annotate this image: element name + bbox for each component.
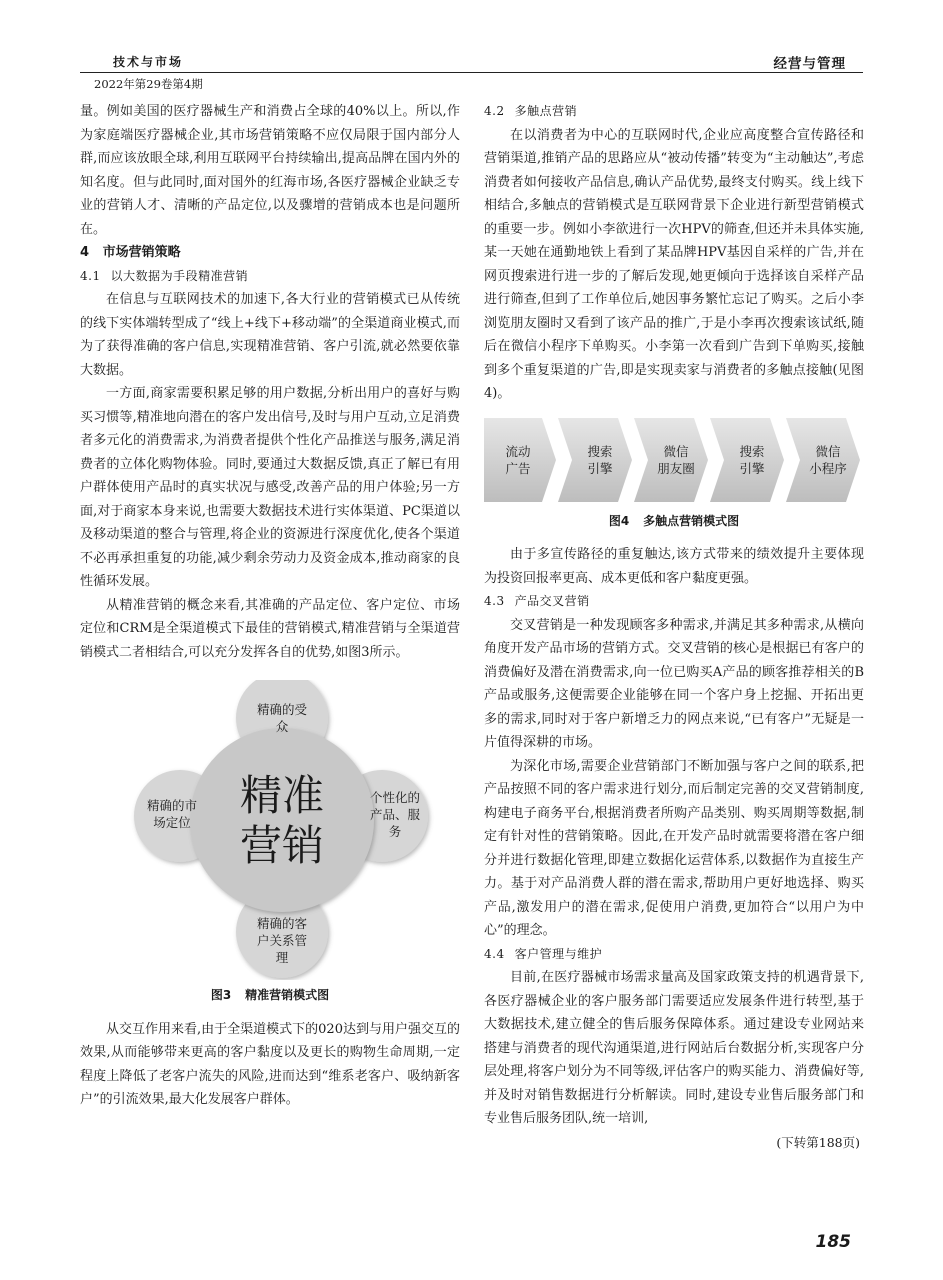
subsection-heading-4-3: [484, 590, 864, 614]
continued-note: (下转第188页): [776, 1134, 860, 1150]
chevron-step: [710, 418, 784, 502]
chevron-step-label: 朋友圈: [657, 460, 695, 476]
top-label-2: 众: [275, 719, 289, 734]
section-title: 市场营销策略: [102, 245, 181, 260]
paragraph: 从精准营销的概念来看,其准确的产品定位、客户定位、市场定位和CRM是全渠道模式下最佳的营销模式,精准营销与全渠道营销模式二者相结合,可以充分发挥各自的优势,如图3所示。: [80, 597, 460, 660]
chevron-step-label: 搜索: [587, 443, 613, 459]
subsection-title: 多触点营销: [514, 104, 578, 118]
subsection-number: 4.4: [484, 946, 505, 961]
paragraph: 一方面,商家需要积累足够的用户数据,分析出用户的喜好与购买习惯等,精准地向潜在的客户发出信号,及时与用户互动,立足消费者多元化的消费需求,为消费者提供个性化产品推送与服务,满足消费者的立体化购物体验。同时,要通过大数据反馈,真正了解已有用户群体使用产品时的真实状况与感受,改善产品的用户体验;另一方面,对于商家本身来说,也需要大数据技术进行实体渠道、PC渠道以及移动渠道的整合与管理,将企业的资源进行深度优化,使各个渠道不必再承担重复的功能,减少剩余劳动力及资金成本,推动商家的良性循环发展。: [80, 386, 460, 589]
chevron-step-label: 小程序: [809, 460, 847, 476]
figure-4: [484, 414, 864, 506]
right-label-1: 个性化的: [369, 790, 421, 805]
paragraph: 由于多宣传路径的重复触达,该方式带来的绩效提升主要体现为投资回报率更高、成本更低和客户黏度更强。: [484, 547, 864, 586]
section-name: 经营与管理: [773, 56, 846, 72]
chevron-step-label: 搜索: [739, 443, 765, 459]
bottom-label-3: 理: [275, 950, 289, 965]
paragraph: 交叉营销是一种发现顾客多种需求,并满足其多种需求,从横向角度开发产品市场的营销方式。交叉营销的核心是根据已有客户的消费偏好及潜在消费需求,向一位已购买A产品的顾客推荐相关的B产品或服务,这便需要企业能够在同一个客户身上挖掘、开拓出更多的需求,同时对于客户新增乏力的网点来说,“已有客户”无疑是一片值得深耕的市场。: [484, 617, 864, 750]
center-label-1: 精准: [239, 771, 325, 820]
chevron-step-label: 微信: [815, 443, 841, 459]
figure-title: 多触点营销模式图: [643, 513, 740, 528]
figure-number: 图4: [608, 513, 630, 528]
subsection-heading-4-1: [80, 265, 460, 289]
subsection-title: 客户管理与维护: [514, 946, 603, 961]
chevron-step-label: 流动: [505, 443, 531, 459]
figure-number: 图3: [210, 988, 232, 1002]
chevron-step: [786, 418, 860, 502]
chevron-step: [558, 418, 632, 502]
issue-info: 2022年第29卷第4期: [94, 77, 203, 91]
right-label-3: 务: [388, 824, 402, 839]
bottom-label-1: 精确的客: [256, 916, 308, 931]
multi-touchpoint-diagram: [484, 414, 864, 506]
paragraph: 在信息与互联网技术的加速下,各大行业的营销模式已从传统的线下实体端转型成了“线上+线下+移动端”的全渠道商业模式,而为了获得准确的客户信息,实现精准营销、客户引流,就必然要依靠大数据。: [80, 292, 460, 378]
subsection-title: 以大数据为手段精准营销: [110, 268, 249, 283]
chevron-steps: [484, 418, 860, 502]
right-column: [484, 100, 864, 1154]
section-heading-4: [80, 241, 460, 265]
figure-4-caption: [484, 510, 864, 534]
left-column: [80, 100, 460, 1112]
subsection-heading-4-4: [484, 943, 864, 967]
figure-3: [80, 680, 460, 980]
top-label-1: 精确的受: [256, 702, 308, 717]
chevron-step: [484, 418, 556, 502]
paragraph-intro: 量。例如美国的医疗器械生产和消费占全球的40%以上。所以,作为家庭端医疗器械企业,其市场营销策略不应仅局限于国内部分人群,而应该放眼全球,利用互联网平台持续输出,提高品牌在国内外的知名度。但与此同时,面对国外的红海市场,各医疗器械企业缺乏专业的营销人才、清晰的产品定位,以及骤增的营销成本也是问题所在。: [80, 104, 460, 237]
paragraph: 为深化市场,需要企业营销部门不断加强与客户之间的联系,把产品按照不同的客户需求进行划分,而后制定完善的交叉营销制度,构建电子商务平台,根据消费者所购产品类别、购买周期等数据,制定有针对性的营销策略。因此,在开发产品时就需要将潜在客户细分并进行数据化管理,即建立数据化运营体系,以数据作为直接生产力。基于对产品消费人群的潜在需求,帮助用户更好地选择、购买产品,激发用户的潜在需求,促使用户消费,更加符合“以用户为中心”的理念。: [484, 758, 864, 938]
paragraph: 目前,在医疗器械市场需求量高及国家政策支持的机遇背景下,各医疗器械企业的客户服务部门需要适应发展条件进行转型,基于大数据技术,建立健全的售后服务保障体系。通过建设专业网站来搭建与消费者的现代沟通渠道,进行网站后台数据分析,实现客户分层处理,将客户划分为不同等级,评估客户的购买能力、消费偏好等,并及时对销售数据进行分析解读。同时,建设专业售后服务部门和专业售后服务团队,统一培训,: [484, 970, 864, 1126]
left-label-2: 场定位: [153, 815, 191, 830]
chevron-step-label: 引擎: [739, 460, 765, 476]
journal-name: 技术与市场: [113, 55, 184, 69]
figure-title: 精准营销模式图: [245, 988, 330, 1002]
center-label-2: 营销: [239, 821, 325, 870]
center-circle: [190, 728, 374, 912]
right-label-2: 产品、服: [369, 807, 421, 822]
chevron-step-label: 引擎: [587, 460, 613, 476]
subsection-heading-4-2: [484, 100, 864, 124]
header-rule: [80, 72, 863, 73]
left-label-1: 精确的市: [146, 798, 198, 813]
subsection-number: 4.2: [484, 104, 505, 118]
subsection-title: 产品交叉营销: [514, 594, 590, 608]
precision-marketing-diagram: [80, 680, 460, 980]
paragraph: 在以消费者为中心的互联网时代,企业应高度整合宣传路径和营销渠道,推销产品的思路应从“被动传播”转变为“主动触达”,考虑消费者如何接收产品信息,确认产品优势,最终支付购买。线上线下相结合,多触点的营销模式是互联网背景下企业进行新型营销模式的重要一步。例如小李欲进行一次HPV的筛查,但还并未具体实施,某一天她在通勤地铁上看到了某品牌HPV基因自采样的广告,并在网页搜索进行进一步的了解后发现,她更倾向于选择该自采样产品进行筛查,但到了工作单位后,她因事务繁忙忘记了购买。之后小李浏览朋友圈时又看到了该产品的推广,于是小李再次搜索该试纸,随后在微信小程序下单购买。小李第一次看到广告到下单购买,接触到多个重复渠道的广告,即是实现卖家与消费者的多触点接触(见图4)。: [484, 127, 864, 401]
paragraph: 从交互作用来看,由于全渠道模式下的020达到与用户强交互的效果,从而能够带来更高的客户黏度以及更长的购物生命周期,一定程度上降低了老客户流失的风险,进而达到“维系老客户、吸纳新客户”的引流效果,最大化发展客户群体。: [80, 1021, 460, 1107]
subsection-number: 4.1: [80, 268, 101, 283]
subsection-number: 4.3: [484, 594, 505, 608]
bottom-label-2: 户关系管: [256, 933, 308, 948]
figure-3-caption: [80, 984, 460, 1008]
section-number: 4: [80, 245, 90, 260]
chevron-step-label: 微信: [663, 443, 689, 459]
page-number: 185: [815, 1232, 851, 1252]
chevron-step-label: 广告: [505, 460, 531, 476]
chevron-step: [634, 418, 708, 502]
